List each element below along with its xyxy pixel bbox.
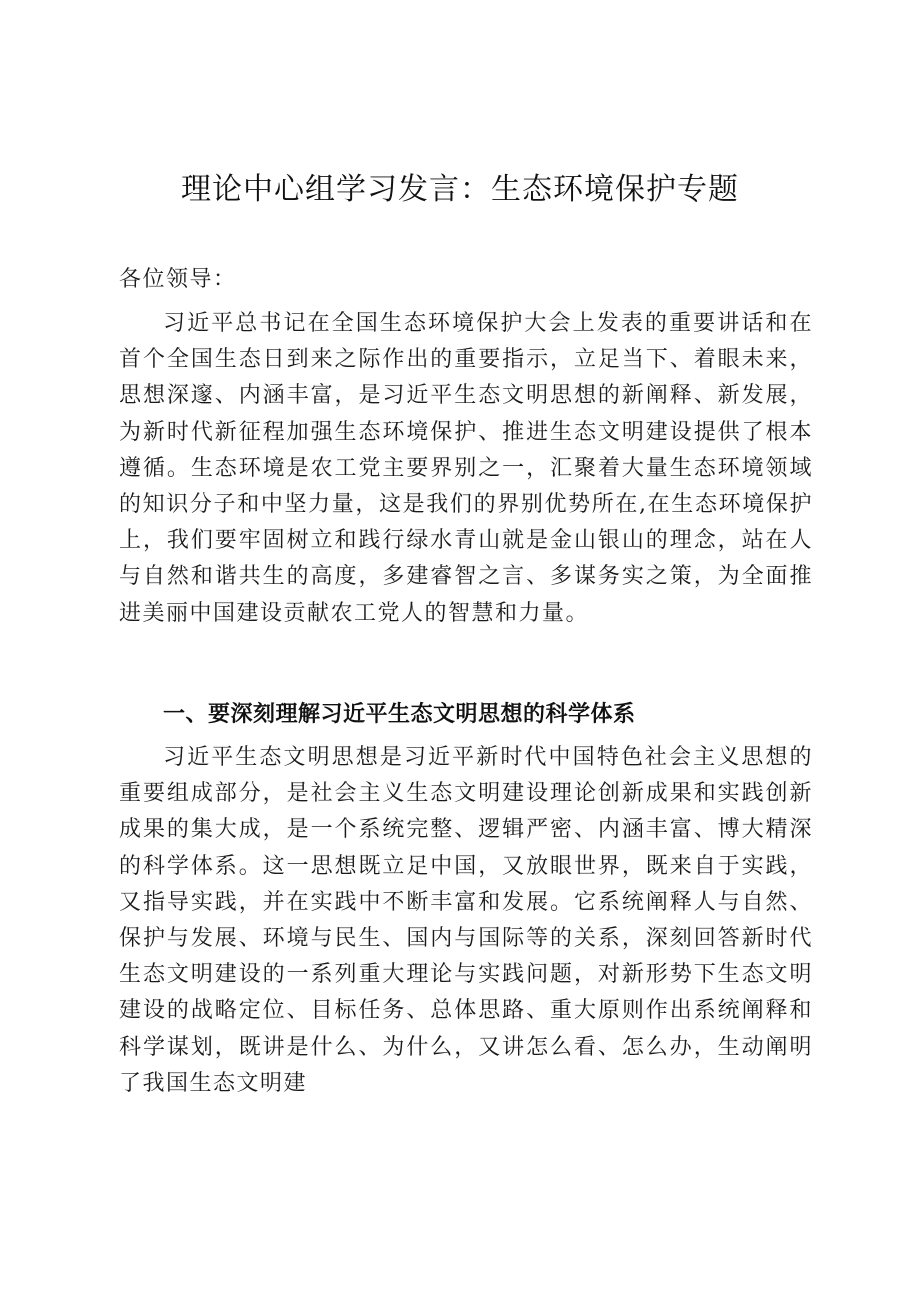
salutation: 各位领导： — [119, 267, 237, 292]
section-heading: 一、要深刻理解习近平生态文明思想的科学体系 — [163, 702, 636, 727]
body-paragraph: 习近平总书记在全国生态环境保护大会上发表的重要讲话和在首个全国生态日到来之际作出的重要指示，立足当下、着眼未来，思想深邃、内涵丰富，是习近平生态文明思想的新阐释、新发展，为新时代新征程加强生态环境保护、推进生态文明建设提供了根本遵循。生态环境是农工党主要界别之一，汇聚着大量生态环境领域的知识分子和中坚力量，这是我们的界别优势所在,在生态环境保护上，我们要牢固树立和践行绿水青山就是金山银山的理念，站在人与自然和谐共生的高度，多建睿智之言、多谋务实之策，为全面推进美丽中国建设贡献农工党人的智慧和力量。 — [119, 311, 813, 626]
body-paragraph: 习近平生态文明思想是习近平新时代中国特色社会主义思想的重要组成部分，是社会主义生态文明建设理论创新成果和实践创新成果的集大成，是一个系统完整、逻辑严密、内涵丰富、博大精深的科学体系。这一思想既立足中国，又放眼世界，既来自于实践，又指导实践，并在实践中不断丰富和发展。它系统阐释人与自然、保护与发展、环境与民生、国内与国际等的关系，深刻回答新时代生态文明建设的一系列重大理论与实践问题，对新形势下生态文明建设的战略定位、目标任务、总体思路、重大原则作出系统阐释和科学谋划，既讲是什么、为什么，又讲怎么看、怎么办，生动阐明了我国生态文明建 — [119, 745, 813, 1096]
document-title: 理论中心组学习发言：生态环境保护专题 — [181, 172, 739, 207]
